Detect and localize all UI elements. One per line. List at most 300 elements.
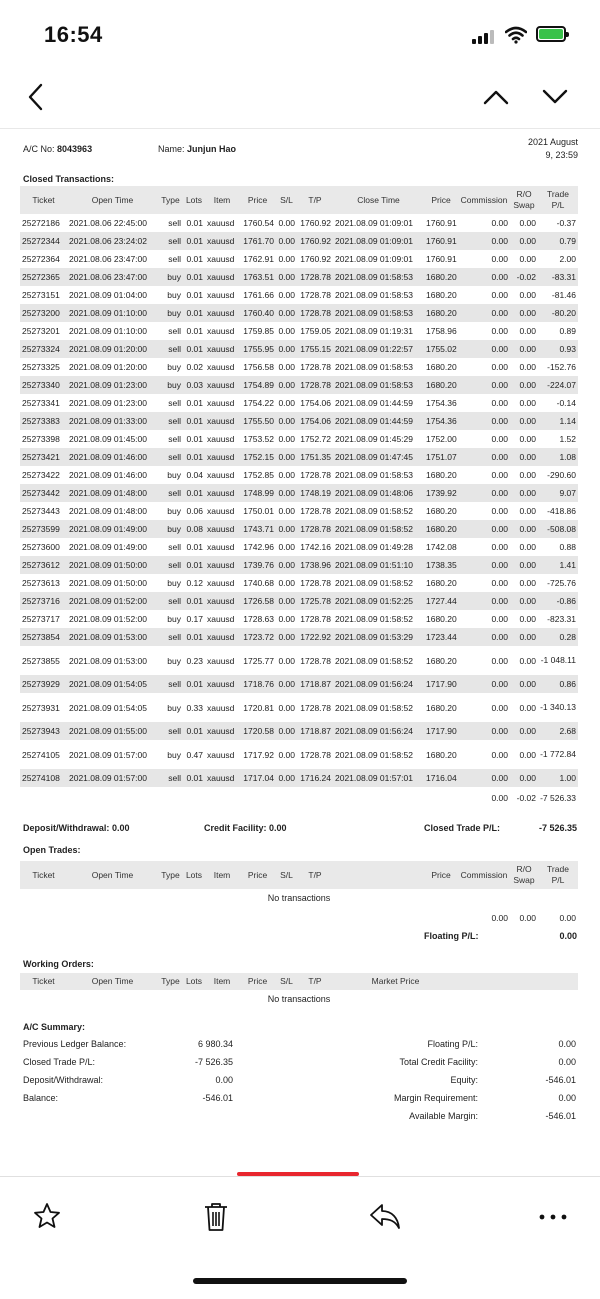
table-cell: 2021.08.09 01:33:00: [67, 412, 158, 430]
table-cell: 0.00: [491, 254, 508, 264]
table-cell: xauusd: [207, 506, 235, 516]
table-cell: 0.00: [458, 556, 510, 574]
open-col-item: Item: [205, 861, 239, 889]
open-empty-row: [20, 889, 578, 907]
table-cell: buy: [167, 506, 181, 516]
table-cell: -0.37: [556, 217, 576, 228]
summary-line: [360, 1108, 578, 1126]
table-cell: 1723.72: [239, 628, 276, 646]
col-type: Type: [158, 186, 183, 214]
table-cell: 1716.04: [424, 769, 458, 787]
table-cell: 0.01: [183, 268, 205, 286]
table-cell: buy: [167, 702, 181, 713]
table-cell: 0.47: [186, 749, 203, 760]
table-cell: 25273151: [22, 290, 60, 300]
table-cell: 0.00: [278, 542, 295, 552]
table-row: [20, 628, 578, 646]
table-cell: buy: [167, 290, 181, 300]
table-cell: 0.00: [519, 749, 536, 760]
open-trades-title: Open Trades:: [23, 845, 81, 855]
table-cell: 1762.91: [243, 254, 274, 264]
table-cell: 1716.24: [297, 769, 333, 787]
summary-left: [20, 1036, 235, 1108]
table-cell: xauusd: [205, 722, 239, 740]
table-cell: 1739.92: [424, 484, 458, 502]
closed-pl-label-text: Closed Trade P/L:: [424, 823, 501, 833]
working-col-lots: Lots: [183, 973, 205, 990]
table-cell: 0.00: [278, 578, 295, 588]
summary-line: [20, 1090, 235, 1108]
table-cell: 1717.04: [239, 769, 276, 787]
table-cell: 0.00: [458, 340, 510, 358]
open-col-tp: T/P: [297, 861, 333, 889]
statement-date: [528, 136, 578, 162]
table-cell: 1754.36: [424, 412, 458, 430]
credit-label: Credit Facility:: [204, 823, 267, 833]
table-row: [20, 675, 578, 693]
table-cell: 0.00: [276, 556, 297, 574]
table-cell: 0.00: [491, 542, 508, 552]
account-label: A/C No:: [23, 144, 55, 154]
table-cell: 2021.08.09 01:45:29: [335, 434, 413, 444]
table-cell: 25274105: [22, 749, 60, 760]
table-cell: 0.00: [519, 218, 536, 228]
table-cell: 2021.08.09 01:58:52: [335, 506, 413, 516]
table-cell: 2021.08.09 01:54:05: [67, 675, 158, 693]
table-cell: 2021.08.09 01:52:00: [67, 592, 158, 610]
table-cell: 0.00: [458, 304, 510, 322]
table-cell: 0.00: [276, 520, 297, 538]
table-cell: 1739.76: [239, 556, 276, 574]
table-cell: 0.00: [458, 675, 510, 693]
table-cell: 25273716: [20, 592, 67, 610]
wifi-icon: [505, 26, 527, 44]
table-cell: 0.33: [186, 702, 203, 713]
table-cell: xauusd: [207, 470, 235, 480]
account-no-value: 8043963: [57, 144, 93, 154]
open-total-swap: 0.00: [519, 913, 536, 923]
table-cell: xauusd: [207, 578, 235, 588]
table-cell: 1755.50: [239, 412, 276, 430]
table-cell: 0.00: [458, 232, 510, 250]
table-cell: 0.00: [510, 484, 538, 502]
summary-line: [360, 1054, 578, 1072]
working-col-type: Type: [158, 973, 183, 990]
summary-value: 0.00: [558, 1039, 576, 1049]
table-cell: 2021.08.09 01:09:01: [335, 218, 413, 228]
table-row: [20, 646, 578, 675]
summary-line: [360, 1090, 578, 1108]
table-cell: 0.01: [183, 722, 205, 740]
table-cell: 2021.08.09 01:04:00: [69, 290, 147, 300]
table-cell: 25273855: [22, 655, 60, 666]
table-cell: 1728.78: [300, 749, 331, 760]
table-cell: 0.00: [510, 232, 538, 250]
table-cell: 0.01: [183, 484, 205, 502]
table-cell: 1756.58: [243, 362, 274, 372]
table-cell: 2021.08.09 01:56:24: [333, 722, 424, 740]
table-cell: 0.00: [491, 218, 508, 228]
table-cell: 0.00: [458, 520, 510, 538]
table-cell: 1760.54: [243, 218, 274, 228]
table-cell: 2021.08.09 01:46:00: [67, 448, 158, 466]
summary-line: [20, 1036, 235, 1054]
summary-right: [360, 1036, 578, 1126]
table-cell: 1720.58: [239, 722, 276, 740]
table-cell: 1760.92: [300, 218, 331, 228]
summary-value: 0.00: [558, 1093, 576, 1103]
table-cell: 1760.92: [300, 254, 331, 264]
table-cell: 2021.08.09 01:47:45: [333, 448, 424, 466]
table-cell: xauusd: [205, 556, 239, 574]
table-cell: 2021.08.09 01:58:53: [335, 362, 413, 372]
table-cell: -418.86: [547, 505, 576, 516]
table-cell: 1742.16: [300, 542, 331, 552]
closed-trade-pl-label: [424, 823, 500, 833]
summary-label: Balance:: [23, 1093, 59, 1103]
table-cell: 0.00: [491, 290, 508, 300]
working-orders-table: [20, 973, 578, 1008]
table-cell: 0.00: [278, 290, 295, 300]
table-cell: xauusd: [205, 675, 239, 693]
table-cell: 25273613: [22, 578, 60, 588]
table-cell: 2021.08.09 01:56:24: [333, 675, 424, 693]
table-cell: 0.88: [559, 541, 576, 552]
col-ticket: Ticket: [20, 186, 67, 214]
table-cell: 2021.08.09 01:52:25: [333, 592, 424, 610]
table-cell: 25273201: [22, 326, 60, 336]
summary-value: -7 526.35: [194, 1057, 233, 1067]
table-cell: 25273443: [22, 506, 60, 516]
table-cell: 0.01: [186, 290, 203, 300]
table-cell: xauusd: [207, 614, 235, 624]
table-cell: 1680.20: [426, 614, 457, 624]
table-cell: 1728.78: [300, 578, 331, 588]
working-col-tp: T/P: [297, 973, 333, 990]
status-bar: [0, 0, 600, 70]
trash-icon[interactable]: [202, 1201, 230, 1233]
table-cell: 25273931: [22, 702, 60, 713]
table-row: [20, 574, 578, 592]
floating-label-text: Floating P/L:: [424, 931, 479, 941]
table-cell: buy: [158, 304, 183, 322]
chevron-up-icon[interactable]: [482, 87, 510, 107]
table-cell: 0.00: [510, 376, 538, 394]
table-cell: 1760.91: [426, 218, 457, 228]
table-cell: 25273422: [22, 470, 60, 480]
table-cell: 2021.08.09 01:10:00: [69, 326, 147, 336]
ac-summary-title: A/C Summary:: [23, 1022, 86, 1032]
table-cell: 25272364: [22, 254, 60, 264]
table-cell: -725.76: [547, 577, 576, 588]
table-cell: 0.00: [519, 290, 536, 300]
table-cell: 1680.20: [426, 470, 457, 480]
table-cell: 0.00: [276, 675, 297, 693]
table-row: [20, 484, 578, 502]
table-cell: buy: [167, 470, 181, 480]
table-cell: 1728.78: [300, 614, 331, 624]
table-cell: 1680.20: [426, 506, 457, 516]
working-col-open-time: Open Time: [67, 973, 158, 990]
table-cell: 0.00: [491, 506, 508, 516]
table-cell: 0.00: [276, 484, 297, 502]
table-cell: 0.01: [183, 232, 205, 250]
table-cell: 25273421: [20, 448, 67, 466]
table-cell: 2021.08.09 01:50:00: [67, 556, 158, 574]
table-cell: buy: [167, 749, 181, 760]
closed-summary-line: [20, 817, 580, 839]
table-cell: xauusd: [207, 290, 235, 300]
table-cell: 0.00: [278, 506, 295, 516]
table-cell: xauusd: [207, 398, 235, 408]
table-cell: 1752.15: [239, 448, 276, 466]
summary-value: -546.01: [202, 1093, 233, 1103]
table-cell: 0.01: [183, 769, 205, 787]
table-cell: 1720.81: [243, 702, 274, 713]
table-cell: 1738.35: [424, 556, 458, 574]
table-cell: xauusd: [205, 268, 239, 286]
table-cell: 2021.08.09 01:09:01: [333, 232, 424, 250]
table-cell: 0.01: [186, 326, 203, 336]
table-cell: 2021.08.09 01:58:53: [335, 470, 413, 480]
table-cell: 2021.08.09 01:49:28: [335, 542, 413, 552]
table-cell: -81.46: [551, 289, 576, 300]
table-cell: 0.00: [491, 326, 508, 336]
table-row: [20, 358, 578, 376]
table-cell: 2021.08.06 23:47:00: [67, 268, 158, 286]
table-cell: 0.00: [276, 232, 297, 250]
working-col-blank: [458, 973, 578, 990]
table-cell: 1753.52: [243, 434, 274, 444]
working-col-sl: S/L: [276, 973, 297, 990]
table-cell: -1 772.84: [540, 749, 576, 759]
table-cell: 0.01: [183, 556, 205, 574]
chevron-down-icon[interactable]: [541, 87, 569, 107]
table-cell: 25273929: [20, 675, 67, 693]
table-cell: 0.00: [276, 376, 297, 394]
table-cell: 1680.20: [424, 520, 458, 538]
table-cell: 1755.02: [424, 340, 458, 358]
table-cell: xauusd: [205, 592, 239, 610]
table-cell: 2021.08.09 01:20:00: [69, 362, 147, 372]
table-cell: 25273200: [20, 304, 67, 322]
table-cell: 25272186: [22, 218, 60, 228]
table-cell: 25273612: [20, 556, 67, 574]
table-cell: 2021.08.09 01:58:52: [333, 520, 424, 538]
table-cell: 2021.08.09 01:57:01: [333, 769, 424, 787]
table-cell: 1760.91: [424, 232, 458, 250]
table-cell: 2021.08.09 01:45:00: [69, 434, 147, 444]
open-col-blank: [333, 861, 424, 889]
closed-pl-value-text: -7 526.35: [538, 823, 577, 833]
working-orders-title: Working Orders:: [23, 959, 94, 969]
table-cell: 0.00: [491, 614, 508, 624]
table-row: [20, 322, 578, 340]
col-close-time: Close Time: [333, 186, 424, 214]
table-cell: xauusd: [205, 304, 239, 322]
table-cell: buy: [167, 655, 181, 666]
table-cell: 2021.08.09 01:58:53: [333, 304, 424, 322]
table-cell: buy: [158, 520, 183, 538]
table-cell: buy: [158, 376, 183, 394]
table-cell: 1.52: [559, 433, 576, 444]
table-cell: 2021.08.09 01:55:00: [67, 722, 158, 740]
table-cell: 1752.85: [243, 470, 274, 480]
table-cell: 2021.08.09 01:58:52: [335, 702, 413, 713]
table-cell: 1742.96: [243, 542, 274, 552]
working-col-price: Price: [239, 973, 276, 990]
table-cell: 0.00: [276, 769, 297, 787]
open-total-pl: 0.00: [559, 913, 576, 923]
table-cell: 1750.01: [243, 506, 274, 516]
table-cell: xauusd: [205, 376, 239, 394]
table-cell: 0.00: [519, 506, 536, 516]
table-cell: 0.08: [183, 520, 205, 538]
summary-value: 6 980.34: [197, 1039, 233, 1049]
working-empty-text: No transactions: [267, 994, 331, 1004]
summary-label: Equity:: [450, 1075, 478, 1085]
table-cell: 1727.44: [424, 592, 458, 610]
table-cell: 1742.08: [426, 542, 457, 552]
table-cell: sell: [158, 628, 183, 646]
table-cell: 1728.78: [297, 520, 333, 538]
floating-pl-value: [559, 931, 577, 941]
table-cell: 2021.08.09 01:57:00: [67, 769, 158, 787]
reply-icon[interactable]: [368, 1201, 402, 1231]
table-cell: 1740.68: [243, 578, 274, 588]
table-row: [20, 376, 578, 394]
floating-value-text: 0.00: [559, 931, 577, 941]
table-cell: xauusd: [205, 628, 239, 646]
table-cell: 0.00: [510, 722, 538, 740]
table-cell: 0.28: [538, 628, 578, 646]
table-cell: 1728.63: [243, 614, 274, 624]
table-cell: 2021.08.09 01:51:10: [333, 556, 424, 574]
open-col-open-time: Open Time: [67, 861, 158, 889]
table-cell: 2021.08.09 01:46:00: [69, 470, 147, 480]
table-cell: 0.00: [278, 749, 295, 760]
chevron-left-icon[interactable]: [26, 81, 46, 113]
open-empty-text: No transactions: [267, 893, 331, 903]
table-cell: 0.00: [519, 398, 536, 408]
table-cell: 0.00: [519, 655, 536, 666]
table-cell: 0.00: [519, 542, 536, 552]
table-cell: 2021.08.09 01:58:53: [335, 290, 413, 300]
table-cell: 1728.78: [297, 268, 333, 286]
table-cell: 1.41: [538, 556, 578, 574]
table-cell: 0.00: [458, 268, 510, 286]
table-cell: 1.08: [538, 448, 578, 466]
open-table-header: [20, 861, 578, 889]
open-col-sl: S/L: [276, 861, 297, 889]
table-cell: -1 340.13: [540, 702, 576, 712]
table-cell: 0.00: [458, 769, 510, 787]
floating-pl-line: [20, 929, 580, 945]
status-time: 16:54: [44, 22, 103, 47]
table-cell: 0.00: [510, 556, 538, 574]
table-cell: -508.08: [538, 520, 578, 538]
table-cell: 0.00: [491, 398, 508, 408]
table-cell: 1680.20: [424, 376, 458, 394]
table-cell: 0.93: [538, 340, 578, 358]
summary-label: Margin Requirement:: [393, 1093, 478, 1103]
table-cell: 1680.20: [424, 268, 458, 286]
table-cell: 1760.40: [239, 304, 276, 322]
summary-line: [360, 1072, 578, 1090]
table-cell: 2021.08.09 01:44:59: [335, 398, 413, 408]
table-cell: 25273398: [22, 434, 60, 444]
table-cell: 0.00: [458, 722, 510, 740]
table-cell: xauusd: [207, 254, 235, 264]
table-cell: 0.00: [510, 412, 538, 430]
table-cell: 2021.08.09 01:58:52: [335, 578, 413, 588]
table-cell: xauusd: [207, 542, 235, 552]
table-cell: -1 048.11: [540, 655, 576, 665]
table-row: [20, 693, 578, 722]
table-cell: -80.20: [538, 304, 578, 322]
table-cell: 1680.20: [426, 578, 457, 588]
table-cell: buy: [167, 614, 181, 624]
table-cell: 1726.58: [239, 592, 276, 610]
table-cell: sell: [168, 218, 181, 228]
table-cell: 2021.08.09 01:49:00: [69, 542, 147, 552]
closed-transactions-table: [20, 186, 578, 817]
table-cell: 2021.08.09 01:58:53: [333, 268, 424, 286]
summary-value: 0.00: [558, 1057, 576, 1067]
table-cell: 0.00: [458, 592, 510, 610]
table-cell: -0.86: [538, 592, 578, 610]
table-cell: 0.00: [278, 470, 295, 480]
more-icon[interactable]: [538, 1213, 568, 1221]
table-cell: 0.01: [186, 398, 203, 408]
total-commission: 0.00: [491, 793, 508, 803]
table-row: [20, 740, 578, 769]
table-cell: 2021.08.06 23:47:00: [69, 254, 147, 264]
table-cell: sell: [158, 412, 183, 430]
table-cell: 0.00: [510, 520, 538, 538]
col-tp: T/P: [297, 186, 333, 214]
table-cell: 1758.96: [426, 326, 457, 336]
table-cell: 0.17: [186, 614, 203, 624]
table-cell: 0.00: [519, 254, 536, 264]
table-cell: 0.00: [278, 218, 295, 228]
table-cell: 0.01: [186, 254, 203, 264]
toolbar-divider: [0, 1176, 600, 1177]
table-cell: 0.00: [278, 326, 295, 336]
table-cell: 1754.06: [300, 398, 331, 408]
table-cell: 1723.44: [424, 628, 458, 646]
table-cell: sell: [158, 484, 183, 502]
table-cell: 0.00: [491, 655, 508, 666]
table-cell: 25273600: [22, 542, 60, 552]
table-cell: xauusd: [207, 749, 235, 760]
table-cell: xauusd: [205, 484, 239, 502]
table-cell: 1.00: [538, 769, 578, 787]
table-cell: 0.00: [510, 628, 538, 646]
table-cell: 2021.08.09 01:49:00: [67, 520, 158, 538]
table-cell: 1722.92: [297, 628, 333, 646]
table-cell: 1751.35: [297, 448, 333, 466]
table-cell: 2021.08.09 01:19:31: [335, 326, 413, 336]
star-icon[interactable]: [32, 1201, 62, 1231]
table-cell: 2021.08.09 01:48:06: [333, 484, 424, 502]
table-cell: 2021.08.09 01:57:00: [69, 749, 147, 760]
table-cell: 0.00: [510, 769, 538, 787]
table-cell: 2021.08.09 01:58:52: [335, 614, 413, 624]
name-label: Name:: [158, 144, 185, 154]
working-col-item: Item: [205, 973, 239, 990]
table-cell: 0.01: [183, 340, 205, 358]
